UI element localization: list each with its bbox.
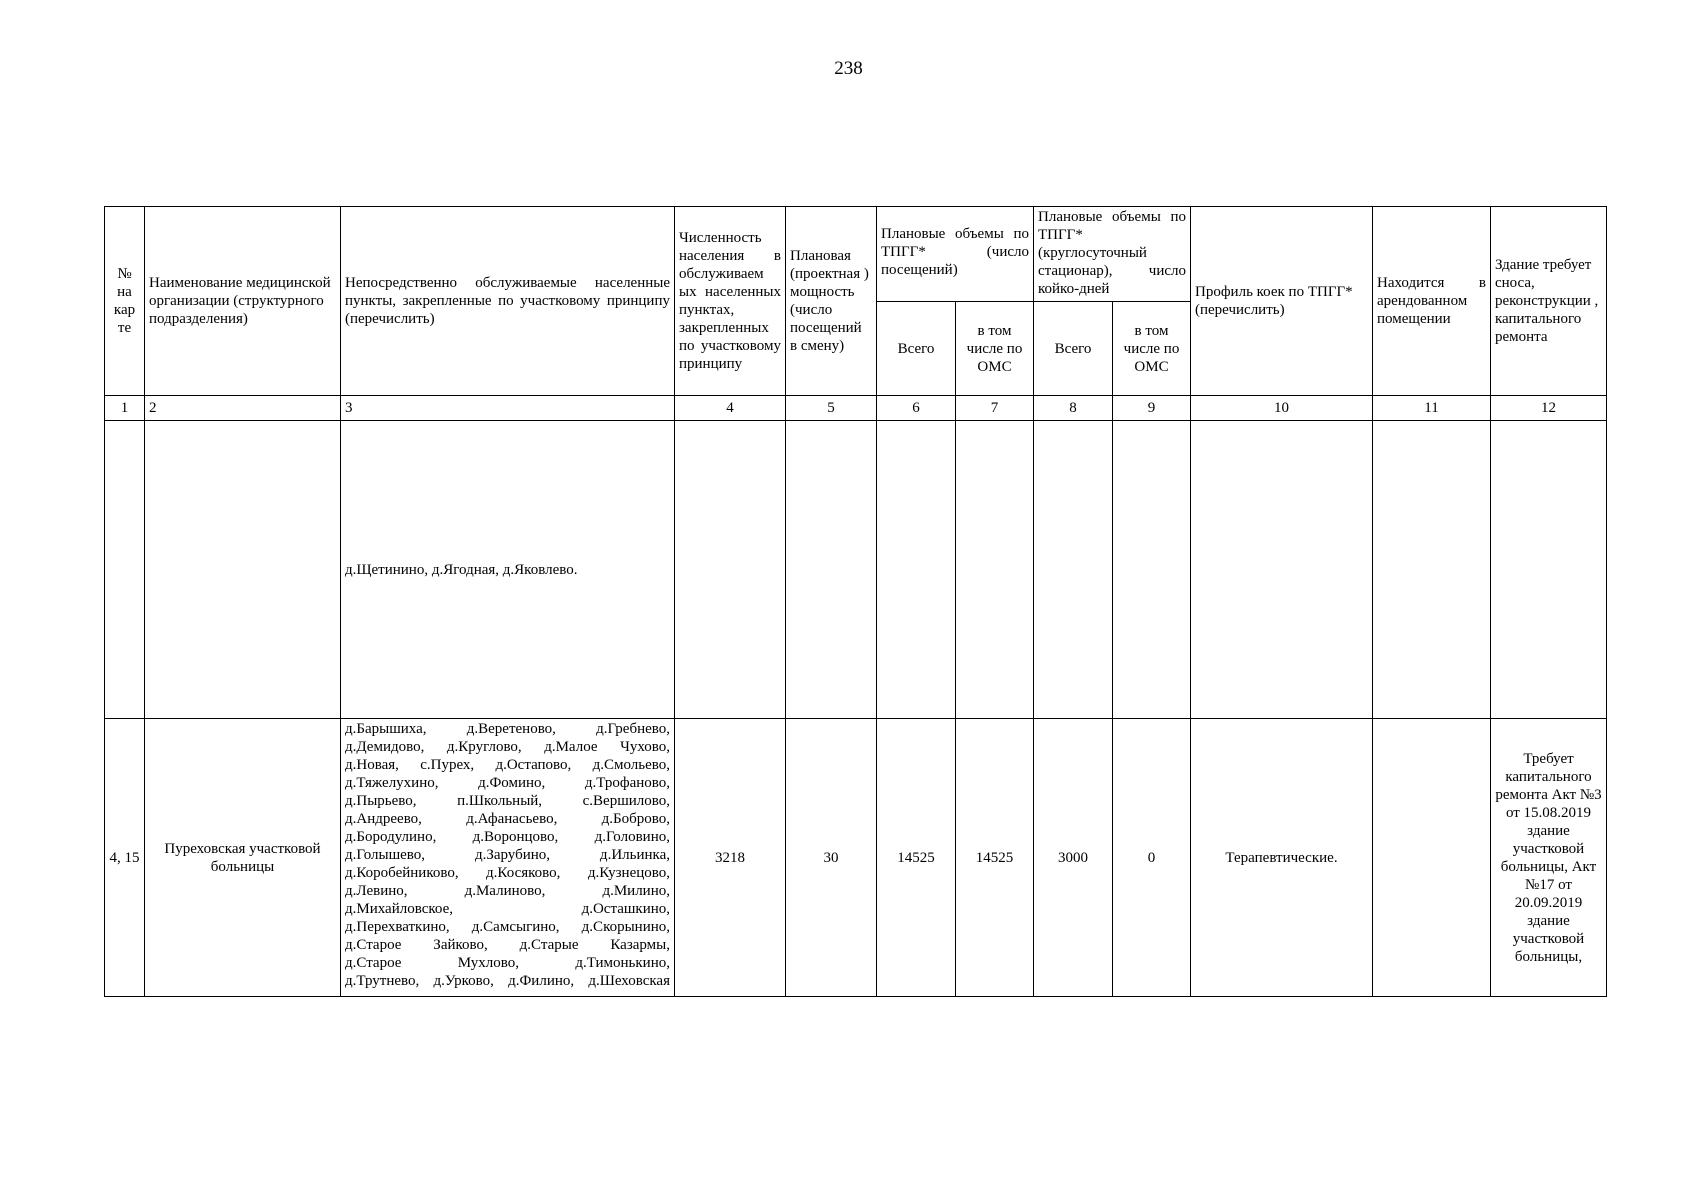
settlement-line: д.Перехваткино, д.Самсыгино, д.Скорынино, [345,919,670,935]
header-building-state: Здание требует сноса, реконструкции , капитального ремонта [1491,207,1607,396]
header-visits-oms: в том числе по ОМС [956,302,1034,396]
settlement-line: д.Новая, с.Пурех, д.Остапово, д.Смольево, [345,757,670,773]
header-population: Численность населения в обслуживаем ых населенных пунктах, закрепленных по участковому принципу [675,207,786,396]
column-number: 2 [145,396,341,421]
header-settlements: Непосредственно обслуживаемые населенные пункты, закрепленные по участковому принципу (перечислить) [341,207,675,396]
header-capacity: Плановая (проектная ) мощность (число посещений в смену) [786,207,877,396]
column-number: 9 [1113,396,1191,421]
settlement-line: д.Тяжелухино, д.Фомино, д.Трофаново, [345,775,670,791]
settlement-line: д.Михайловское, д.Осташкино, [345,901,670,917]
column-number: 1 [105,396,145,421]
visits-oms-value: 14525 [956,719,1034,997]
header-visits-group: Плановые объемы по ТПГГ* (число посещений) [877,207,1034,302]
header-rented: Находится в арендованном помещении [1373,207,1491,396]
settlement-line: д.Трутнево, д.Урково, д.Филино, д.Шеховская [345,973,670,989]
table-row-continuation [105,421,1607,719]
column-number: 7 [956,396,1034,421]
map-no: 4, 15 [105,719,145,997]
column-number: 4 [675,396,786,421]
header-beddays-group: Плановые объемы по ТПГГ* (круглосуточный стационар), число койко-дней [1034,207,1191,302]
visits-total-value: 14525 [877,719,956,997]
population-value: 3218 [675,719,786,997]
column-number: 5 [786,396,877,421]
facilities-table [104,206,1607,997]
page-number: 238 [834,58,863,79]
column-number-row [105,396,1607,421]
bed-profile-value: Терапевтические. [1191,719,1373,997]
header-visits-total: Всего [877,302,956,396]
table-row [105,719,1607,997]
settlement-line: д.Пырьево, п.Школьный, с.Вершилово, [345,793,670,809]
header-bed-profile: Профиль коек по ТПГГ* (перечислить) [1191,207,1373,396]
column-number: 8 [1034,396,1113,421]
settlement-line: д.Старое Зайково, д.Старые Казармы, [345,937,670,953]
header-org-name: Наименование медицинской организации (структурного подразделения) [145,207,341,396]
settlement-line: д.Старое Мухлово, д.Тимонькино, [345,955,670,971]
settlements-list [341,719,675,997]
settlement-line: д.Голышево, д.Зарубино, д.Ильинка, [345,847,670,863]
beddays-oms-value: 0 [1113,719,1191,997]
settlements-continued: д.Щетинино, д.Ягодная, д.Яковлево. [341,421,675,719]
org-name: Пуреховская участковой больницы [145,719,341,997]
column-number: 11 [1373,396,1491,421]
rented-value [1373,719,1491,997]
column-number: 6 [877,396,956,421]
header-map-no: № на кар те [105,207,145,396]
settlement-line: д.Коробейниково, д.Косяково, д.Кузнецово, [345,865,670,881]
column-number: 12 [1491,396,1607,421]
building-state-value: Требует капитального ремонта Акт №3 от 15.08.2019 здание участковой больницы, Акт №17 от 20.09.2019 здание участковой больницы, [1491,719,1607,997]
settlement-line: д.Андреево, д.Афанасьево, д.Боброво, [345,811,670,827]
header-beddays-total: Всего [1034,302,1113,396]
column-number: 10 [1191,396,1373,421]
header-row-1 [105,207,1607,302]
settlement-line: д.Левино, д.Малиново, д.Милино, [345,883,670,899]
settlement-line: д.Демидово, д.Круглово, д.Малое Чухово, [345,739,670,755]
column-number: 3 [341,396,675,421]
beddays-total-value: 3000 [1034,719,1113,997]
header-beddays-oms: в том числе по ОМС [1113,302,1191,396]
capacity-value: 30 [786,719,877,997]
settlement-line: д.Бородулино, д.Воронцово, д.Головино, [345,829,670,845]
settlement-line: д.Барышиха, д.Веретеново, д.Гребнево, [345,721,670,737]
